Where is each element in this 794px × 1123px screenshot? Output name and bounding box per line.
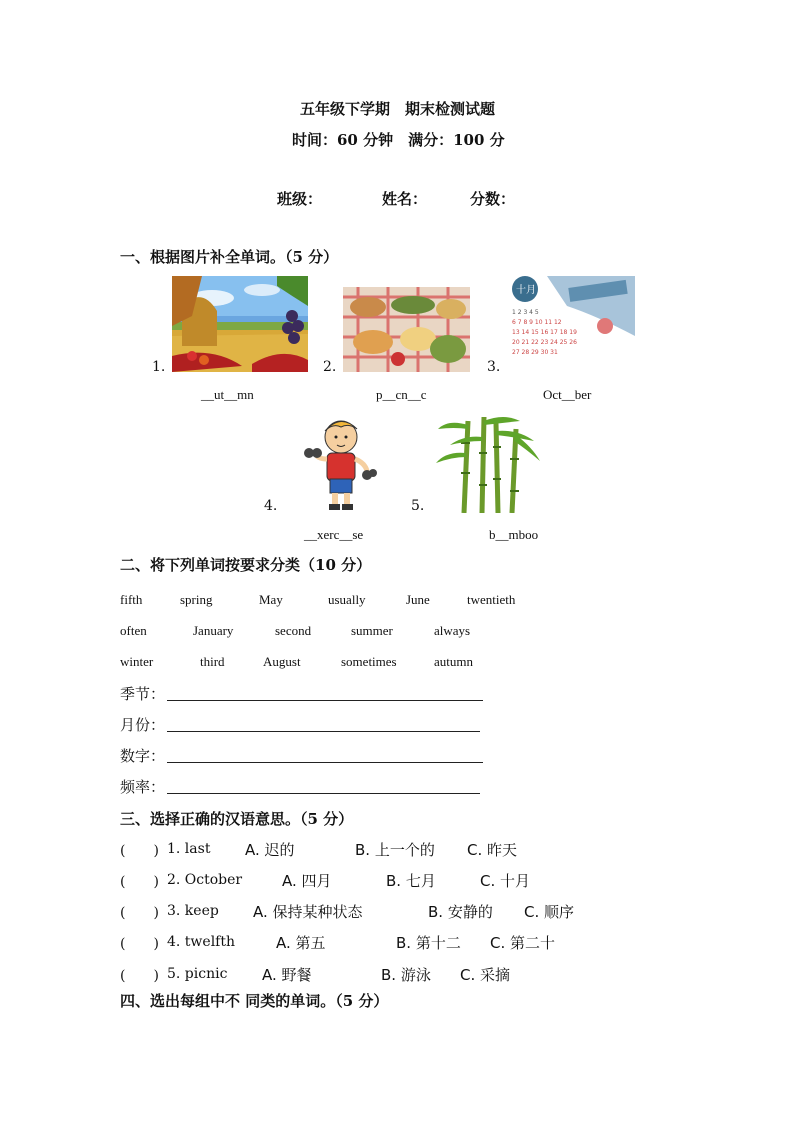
option-b: B. 游泳	[381, 966, 431, 984]
option-b: B. 上一个的	[355, 841, 435, 859]
category-months-answer-line[interactable]	[167, 731, 480, 732]
question-word: 2. October	[167, 872, 243, 888]
question-word: 1. last	[167, 841, 211, 857]
svg-text:6 7 8 9 10 11 12: 6 7 8 9 10 11 12	[512, 319, 562, 326]
svg-text:20 21 22 23 24 25 26: 20 21 22 23 24 25 26	[512, 339, 577, 346]
boy-exercising-image	[297, 417, 379, 513]
answer-paren[interactable]: ( )	[120, 936, 159, 952]
word-june: June	[406, 592, 430, 607]
option-b: B. 第十二	[396, 934, 461, 952]
category-numbers-answer-line[interactable]	[167, 762, 483, 763]
word-twentieth: twentieth	[467, 592, 516, 607]
item1-number: 1.	[152, 359, 166, 375]
item4-number: 4.	[264, 498, 278, 514]
word-january: January	[193, 623, 234, 638]
item5-blank: b__mboo	[489, 527, 539, 542]
option-a: A. 迟的	[245, 841, 295, 859]
word-winter: winter	[120, 654, 154, 669]
answer-paren[interactable]: ( )	[120, 968, 159, 984]
section2-heading: 二、将下列单词按要求分类（10 分）	[120, 556, 372, 574]
class-label: 班级：	[277, 190, 323, 208]
category-numbers-label: 数字：	[120, 747, 166, 765]
autumn-harvest-image	[172, 276, 308, 372]
item3-number: 3.	[487, 359, 501, 375]
item5-number: 5.	[411, 498, 425, 514]
question-word: 3. keep	[167, 903, 219, 919]
word-fifth: fifth	[120, 592, 143, 607]
word-always: always	[434, 623, 471, 638]
svg-text:1 2 3 4 5: 1 2 3 4 5	[512, 309, 539, 316]
svg-text:27 28 29 30 31: 27 28 29 30 31	[512, 349, 558, 356]
word-often: often	[120, 623, 147, 638]
item3-blank: Oct__ber	[543, 387, 592, 402]
word-usually: usually	[328, 592, 366, 607]
option-a: A. 野餐	[262, 966, 312, 984]
item4-blank: __xerc__se	[304, 527, 364, 542]
bamboo-image	[434, 413, 542, 513]
option-c: C. 昨天	[467, 841, 518, 859]
word-second: second	[275, 623, 312, 638]
word-sometimes: sometimes	[341, 654, 397, 669]
word-may: May	[259, 592, 283, 607]
category-frequency-label: 频率：	[120, 778, 166, 796]
svg-text:13 14 15 16 17 18 19: 13 14 15 16 17 18 19	[512, 329, 577, 336]
option-c: C. 顺序	[524, 903, 575, 921]
word-august: August	[263, 654, 301, 669]
calendar-month-tag: 十月	[516, 285, 536, 296]
category-seasons-label: 季节：	[120, 685, 166, 703]
section1-heading: 一、根据图片补全单词。（5 分）	[120, 248, 339, 266]
october-calendar-image	[507, 276, 635, 372]
word-summer: summer	[351, 623, 393, 638]
answer-paren[interactable]: ( )	[120, 874, 159, 890]
score-label: 分数：	[470, 190, 516, 208]
option-b: B. 七月	[386, 872, 436, 890]
option-c: C. 采摘	[460, 966, 511, 984]
category-seasons-answer-line[interactable]	[167, 700, 483, 701]
option-c: C. 十月	[480, 872, 531, 890]
category-frequency-answer-line[interactable]	[167, 793, 480, 794]
question-word: 4. twelfth	[167, 934, 236, 950]
word-autumn: autumn	[434, 654, 473, 669]
option-a: A. 四月	[282, 872, 332, 890]
option-a: A. 保持某种状态	[253, 903, 363, 921]
item2-blank: p__cn__c	[376, 387, 427, 402]
section3-heading: 三、选择正确的汉语意思。（5 分）	[120, 810, 354, 828]
option-c: C. 第二十	[490, 934, 556, 952]
exam-subtitle: 时间：60 分钟 满分：100 分	[292, 131, 505, 149]
word-spring: spring	[180, 592, 213, 607]
answer-paren[interactable]: ( )	[120, 843, 159, 859]
option-a: A. 第五	[276, 934, 326, 952]
section4-heading: 四、选出每组中不 同类的单词。（5 分）	[120, 992, 389, 1010]
picnic-image	[343, 287, 470, 372]
name-label: 姓名：	[382, 190, 428, 208]
word-third: third	[200, 654, 225, 669]
item2-number: 2.	[323, 359, 337, 375]
answer-paren[interactable]: ( )	[120, 905, 159, 921]
page-title: 五年级下学期 期末检测试题	[300, 100, 496, 118]
item1-blank: __ut__mn	[201, 387, 254, 402]
question-word: 5. picnic	[167, 966, 228, 982]
option-b: B. 安静的	[428, 903, 493, 921]
category-months-label: 月份：	[120, 716, 166, 734]
